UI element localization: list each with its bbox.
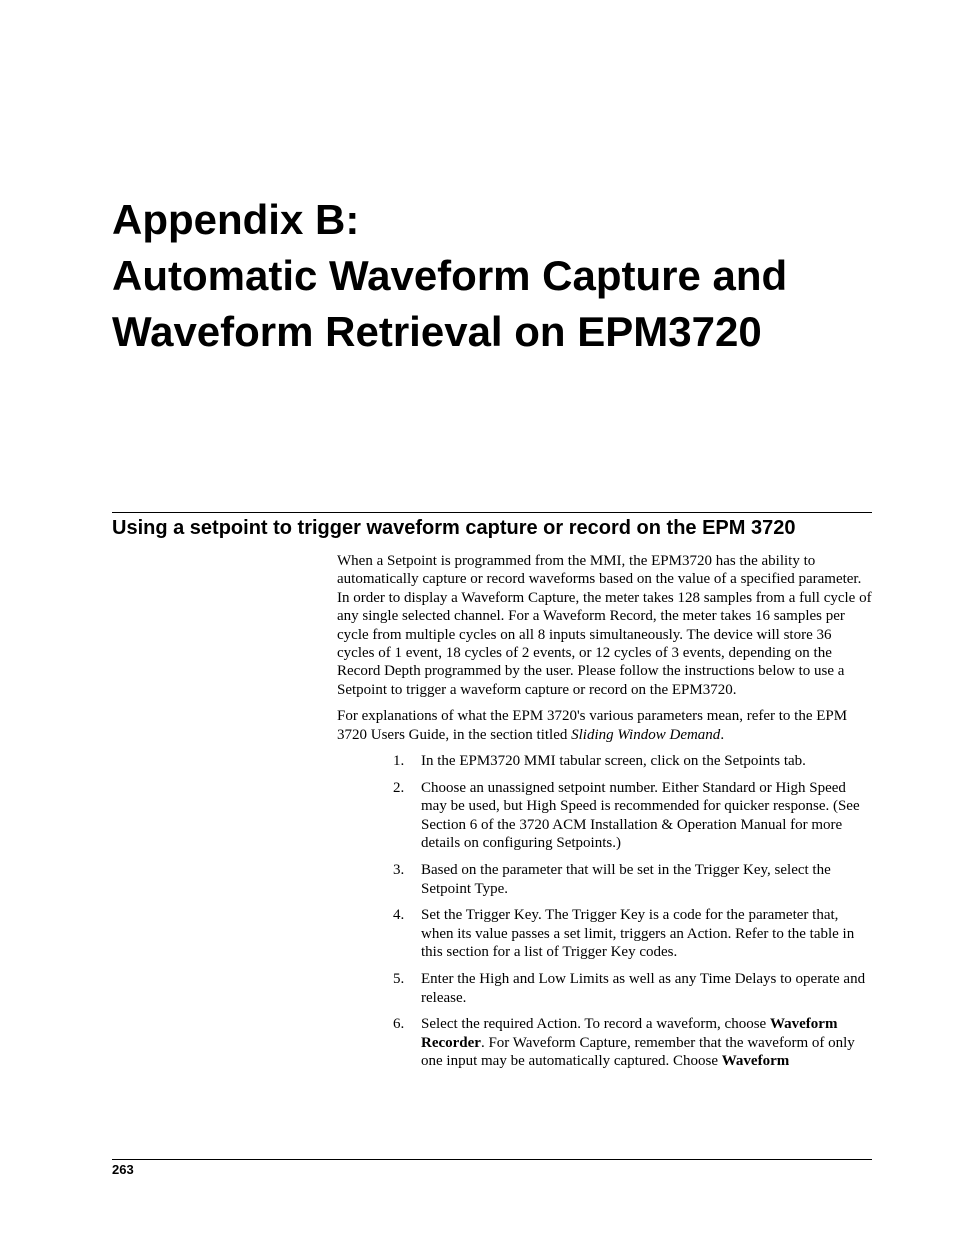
page-number: 263 xyxy=(112,1162,134,1177)
step-number: 6. xyxy=(393,1016,405,1033)
section-divider xyxy=(112,512,872,513)
step-number: 1. xyxy=(393,753,405,770)
reference-text: For explanations of what the EPM 3720's various parameters mean, refer to the EPM 3720 Users Guide, in the section titled xyxy=(337,708,848,743)
section-heading: Using a setpoint to trigger waveform capture or record on the EPM 3720 xyxy=(112,517,796,539)
step-text: Enter the High and Low Limits as well as any Time Delays to operate and release. xyxy=(421,971,866,1006)
step-item xyxy=(337,1015,872,1070)
step-number: 5. xyxy=(393,971,405,988)
step-text: Set the Trigger Key. The Trigger Key is a code for the parameter that, when its value passes a set limit, triggers an Action. Refer to the table in this section for a list of Trigger Key codes. xyxy=(421,907,855,961)
reference-section-title: Sliding Window Demand xyxy=(571,726,721,743)
step-item xyxy=(337,906,872,961)
steps-list xyxy=(337,752,872,1071)
step-text: . For Waveform Capture, remember that the waveform of only one input may be automatically captured. Choose xyxy=(421,1034,855,1070)
step-number: 3. xyxy=(393,862,405,879)
step-number: 4. xyxy=(393,907,405,924)
reference-paragraph xyxy=(337,707,872,744)
intro-paragraph: When a Setpoint is programmed from the MMI, the EPM3720 has the ability to automatically capture or record waveforms based on the value of a specified parameter. In order to display a Waveform Capture, the meter takes 128 samples from a full cycle of any single selected channel. For a Waveform Record, the meter takes 16 samples per cycle from multiple cycles on all 8 inputs simultaneously. The device will store 36 cycles of 1 event, 18 cycles of 2 events, or 12 cycles of 3 events, depending on the Record Depth programmed by the user. Please follow the instructions below to use a Setpoint to trigger a waveform capture or record on the EPM3720. xyxy=(337,553,872,698)
section-body xyxy=(337,552,872,1079)
step-item xyxy=(337,779,872,853)
step-bold-term: Waveform Recorder xyxy=(421,1016,838,1051)
step-number: 2. xyxy=(393,779,405,796)
title-line-3: Waveform Retrieval on EPM3720 xyxy=(112,308,762,355)
title-line-2: Automatic Waveform Capture and xyxy=(112,252,788,299)
footer-divider xyxy=(112,1159,872,1160)
step-text: Select the required Action. To record a waveform, choose xyxy=(421,1016,770,1033)
step-text: Based on the parameter that will be set in the Trigger Key, select the Setpoint Type. xyxy=(421,862,831,897)
reference-period: . xyxy=(720,726,725,743)
step-item xyxy=(337,970,872,1007)
step-text: Choose an unassigned setpoint number. Either Standard or High Speed may be used, but High Speed is recommended for quicker response. (See Section 6 of the 3720 ACM Installation & Operation Manual for more details on configuring Setpoints.) xyxy=(421,779,860,852)
step-item xyxy=(337,861,872,898)
page-title xyxy=(112,192,892,360)
step-text: In the EPM3720 MMI tabular screen, click on the Setpoints tab. xyxy=(421,753,806,770)
title-line-1: Appendix B: xyxy=(112,196,360,243)
step-bold-term: Waveform xyxy=(721,1053,790,1070)
step-item xyxy=(337,752,872,770)
